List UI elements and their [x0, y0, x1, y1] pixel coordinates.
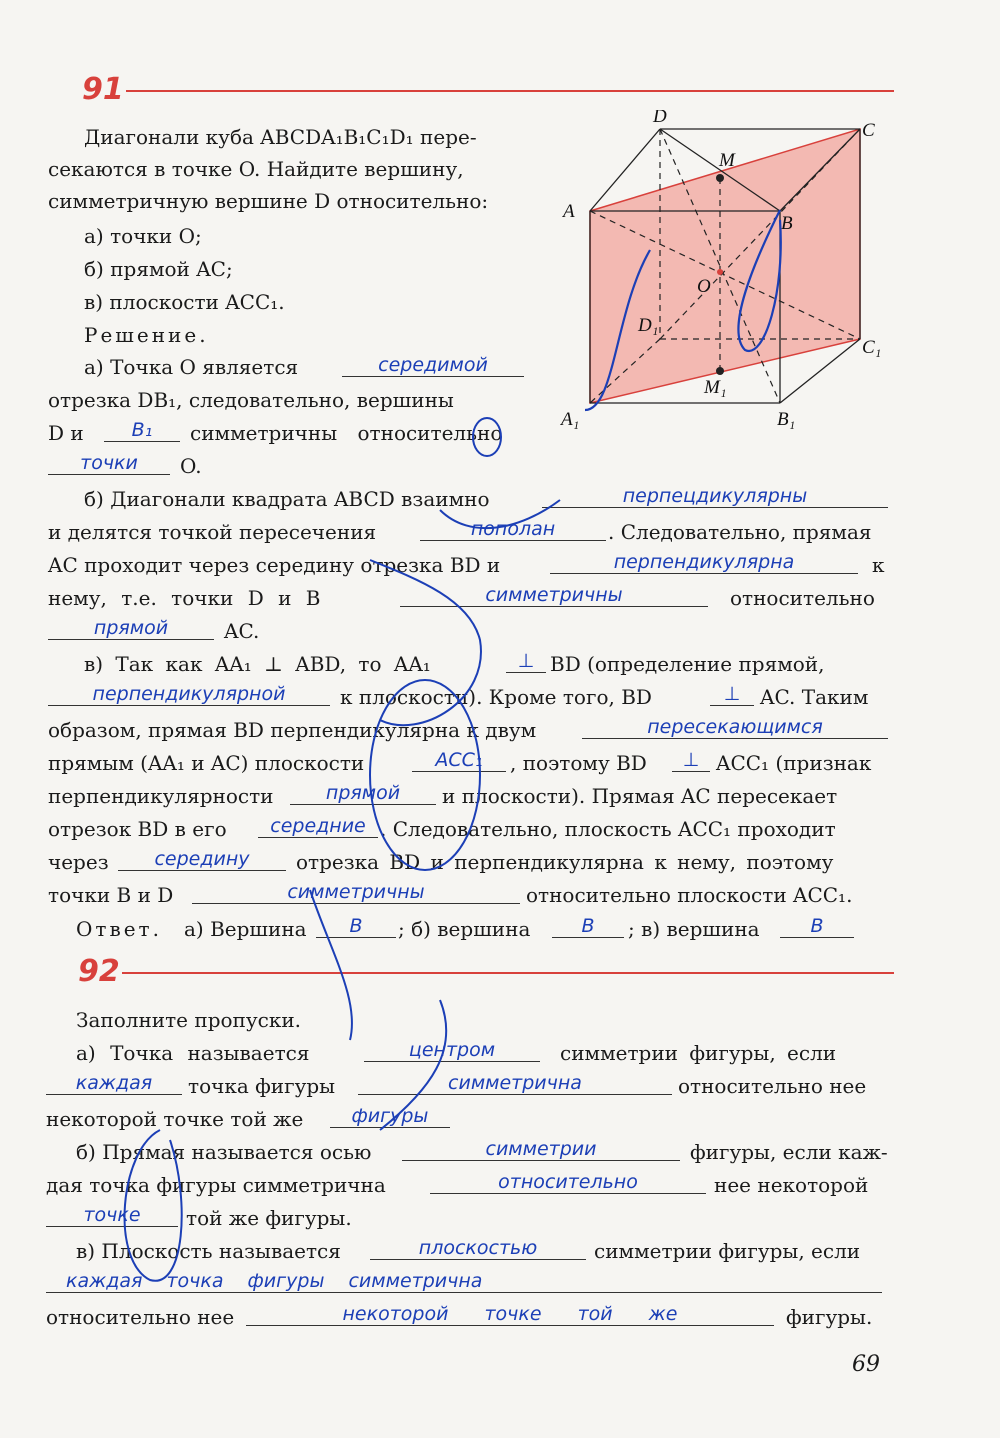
- c-line-4b: , поэтому BD: [510, 751, 647, 775]
- b-text-3a: AC проходит через середину отрезка BD и: [48, 553, 501, 577]
- p92-intro: Заполните пропуски.: [76, 1008, 302, 1032]
- c-line-8a: точки B и D: [48, 883, 174, 907]
- cube-figure: [555, 110, 895, 440]
- label-m: M: [719, 150, 735, 171]
- c-line-3a: образом, прямая BD перпендикулярна к двум: [48, 718, 537, 742]
- c-line-7a: через: [48, 850, 109, 874]
- p92-c-f2[interactable]: каждая точка фигуры симметрична: [46, 1270, 882, 1293]
- p92-b-f2[interactable]: относительно: [430, 1171, 706, 1194]
- b-text-1: б) Диагонали квадрата ABCD взаимно: [84, 487, 490, 511]
- c-line-4c: ACC₁ (признак: [716, 751, 872, 775]
- c-line-1b: BD (определение прямой,: [550, 652, 825, 676]
- p92-b-t2: фигуры, если каж-: [690, 1140, 888, 1164]
- item-b: б) прямой AC;: [84, 257, 233, 281]
- p92-a-f4[interactable]: фигуры: [330, 1105, 450, 1128]
- p92-a-t3: точка фигуры: [188, 1074, 336, 1098]
- c-fill-4[interactable]: пересекающимся: [582, 716, 888, 739]
- c-line-5a: перпендикулярности: [48, 784, 274, 808]
- p92-c-t3: относительно нее: [46, 1305, 235, 1329]
- label-a1: A₁: [561, 409, 580, 430]
- problem-number-92: 92: [78, 954, 120, 989]
- c-line-8b: относительно плоскости ACC₁.: [526, 883, 853, 907]
- b-text-3b: к: [872, 553, 885, 577]
- label-m1: M₁: [704, 377, 727, 398]
- p92-b-t3: дая точка фигуры симметрична: [46, 1173, 386, 1197]
- b-text-4a: нему, т.е. точки D и B: [48, 586, 321, 610]
- p92-c-t2: симметрии фигуры, если: [594, 1239, 861, 1263]
- c-line-2b: AC. Таким: [760, 685, 869, 709]
- b-fill-5[interactable]: прямой: [48, 617, 214, 640]
- answer-a-text: а) Вершина: [184, 917, 307, 941]
- task-line-3: симметричную вершине D относительно:: [48, 189, 489, 213]
- answer-label: Ответ.: [76, 917, 162, 941]
- p92-a-t1: а) Точка называется: [76, 1041, 310, 1065]
- p92-a-f3[interactable]: симметрична: [358, 1072, 672, 1095]
- point-m1: [716, 367, 724, 375]
- item-c: в) плоскости ACC₁.: [84, 290, 285, 314]
- p92-b-t5: той же фигуры.: [186, 1206, 352, 1230]
- b-fill-4[interactable]: симметричны: [400, 584, 708, 607]
- p92-b-t4: нее некоторой: [714, 1173, 869, 1197]
- label-b1: B₁: [777, 409, 796, 430]
- p92-c-t1: в) Плоскость называется: [76, 1239, 341, 1263]
- answer-c-fill[interactable]: B: [780, 915, 854, 938]
- label-d: D: [653, 110, 667, 127]
- c-fill-10[interactable]: симметричны: [192, 881, 520, 904]
- b-text-4b: относительно: [730, 586, 875, 610]
- p92-b-f3[interactable]: точке: [46, 1204, 178, 1227]
- c-fill-3[interactable]: ⊥: [710, 683, 754, 706]
- b-text-2a: и делятся точкой пересечения: [48, 520, 377, 544]
- b-fill-3[interactable]: перпендикулярна: [550, 551, 858, 574]
- task-line-2: секаются в точке O. Найдите вершину,: [48, 157, 464, 181]
- c-fill-2[interactable]: перпендикулярной: [48, 683, 330, 706]
- point-o: [717, 269, 723, 275]
- c-fill-7[interactable]: прямой: [290, 782, 436, 805]
- c-fill-8[interactable]: середние: [258, 815, 378, 838]
- b-text-5: AC.: [224, 619, 260, 643]
- a-text-3a: D и: [48, 421, 84, 445]
- item-a: а) точки O;: [84, 224, 202, 248]
- c-fill-9[interactable]: середину: [118, 848, 286, 871]
- c-line-7b: отрезка BD и перпендикулярна к нему, поэтому: [296, 850, 834, 874]
- a-text-1: а) Точка O является: [84, 355, 299, 379]
- task-line-1: Диагонали куба ABCDA₁B₁C₁D₁ пере-: [84, 125, 477, 149]
- answer-b-fill[interactable]: B: [552, 915, 624, 938]
- answer-b-text: ; б) вершина: [398, 917, 531, 941]
- point-m: [716, 174, 724, 182]
- a-text-3b: симметричны относительно: [190, 421, 503, 445]
- c-line-6b: . Следовательно, плоскость ACC₁ проходит: [380, 817, 836, 841]
- a-fill-2[interactable]: B₁: [104, 419, 180, 442]
- c-line-1a: в) Так как AA₁ ⊥ ABD, то AA₁: [84, 652, 431, 676]
- c-line-4a: прямым (AA₁ и AC) плоскости: [48, 751, 365, 775]
- problem-number-91: 91: [82, 72, 124, 107]
- a-fill-1[interactable]: середимой: [342, 354, 524, 377]
- p92-a-f1[interactable]: центром: [364, 1039, 540, 1062]
- a-text-2: отрезка DB₁, следовательно, вершины: [48, 388, 454, 412]
- a-fill-3[interactable]: точки: [48, 452, 170, 475]
- c-fill-1[interactable]: ⊥: [506, 650, 546, 673]
- p92-a-t2: симметрии фигуры, если: [560, 1041, 837, 1065]
- answer-c-text: ; в) вершина: [628, 917, 760, 941]
- c-fill-6[interactable]: ⊥: [672, 749, 710, 772]
- header-rule-92: [122, 972, 894, 974]
- label-c: C: [862, 120, 875, 141]
- c-line-5b: и плоскости). Прямая AC пересекает: [442, 784, 838, 808]
- p92-c-f1[interactable]: плоскостью: [370, 1237, 586, 1260]
- a-text-4: O.: [180, 454, 202, 478]
- label-c1: C₁: [862, 337, 882, 358]
- b-fill-1[interactable]: перпецдикулярны: [542, 485, 888, 508]
- label-o: O: [697, 276, 711, 297]
- p92-c-t4: фигуры.: [786, 1305, 873, 1329]
- c-line-2a: к плоскости). Кроме того, BD: [340, 685, 652, 709]
- page-number: 69: [852, 1352, 880, 1377]
- p92-b-t1: б) Прямая называется осью: [76, 1140, 372, 1164]
- solution-label: Решение.: [84, 323, 209, 347]
- header-rule-91: [126, 90, 894, 92]
- label-d1: D₁: [638, 315, 659, 336]
- p92-a-t5: некоторой точке той же: [46, 1107, 304, 1131]
- c-fill-5[interactable]: ACC₁: [412, 749, 506, 772]
- b-text-2b: . Следовательно, прямая: [608, 520, 872, 544]
- p92-c-f3[interactable]: некоторой точке той же: [246, 1303, 774, 1326]
- c-line-6a: отрезок BD в его: [48, 817, 227, 841]
- b-fill-2[interactable]: пополан: [420, 518, 606, 541]
- answer-a-fill[interactable]: B: [316, 915, 396, 938]
- label-a: A: [563, 201, 575, 222]
- label-b: B: [781, 213, 793, 234]
- p92-a-t4: относительно нее: [678, 1074, 867, 1098]
- p92-a-f2[interactable]: каждая: [46, 1072, 182, 1095]
- p92-b-f1[interactable]: симметрии: [402, 1138, 680, 1161]
